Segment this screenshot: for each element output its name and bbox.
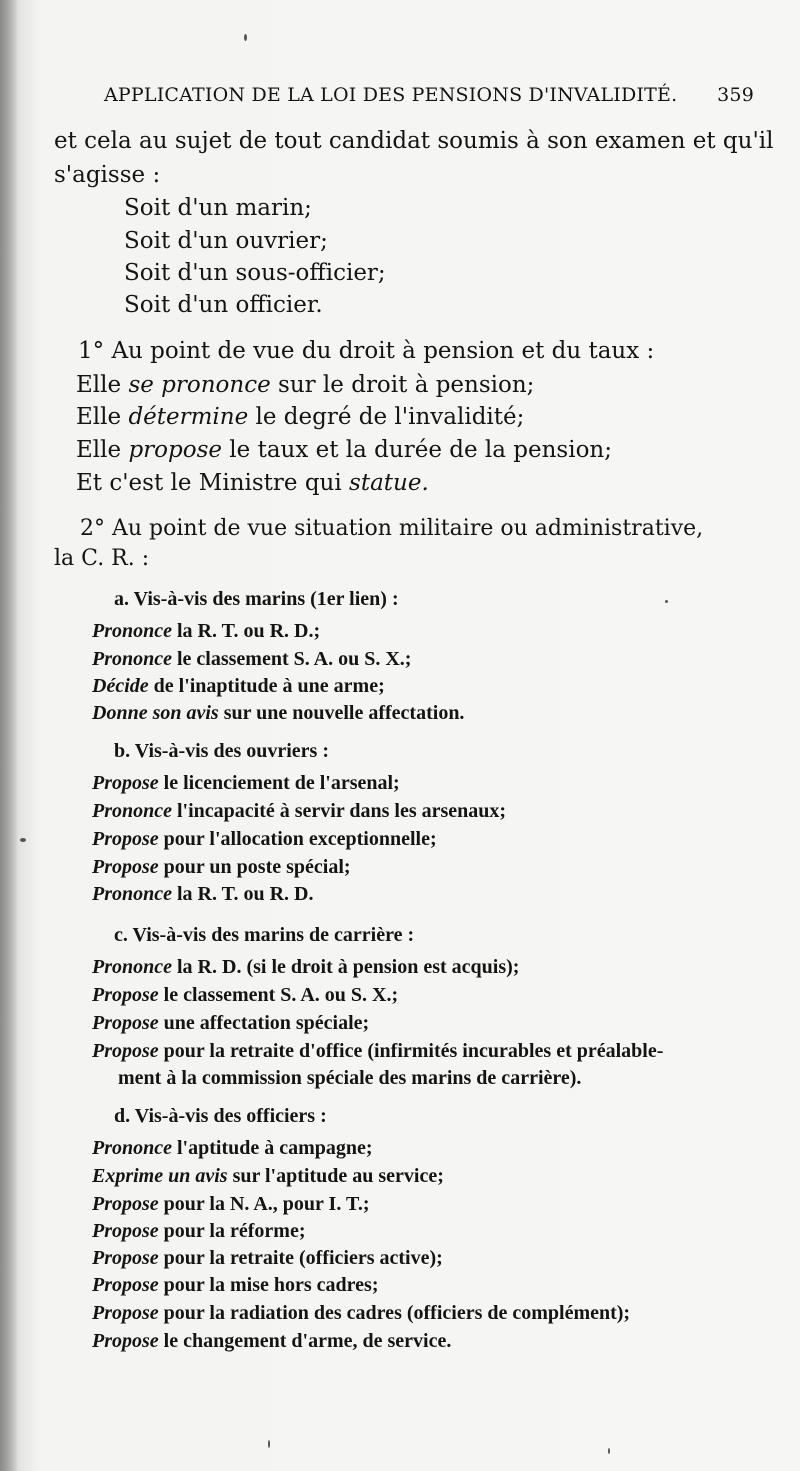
section-2-heading: 2° Au point de vue situation militaire ou administrative, — [80, 516, 704, 541]
section-1-heading: 1° Au point de vue du droit à pension et du taux : — [78, 338, 655, 364]
sub-b-heading: b. Vis-à-vis des ouvriers : — [114, 740, 329, 762]
running-header — [104, 84, 754, 110]
sub-b-item: Propose pour un poste spécial; — [92, 856, 351, 878]
page-number: 359 — [717, 84, 754, 106]
sub-a-item: Donne son avis sur une nouvelle affectation. — [92, 702, 465, 724]
sub-b-item: Propose pour l'allocation exceptionnelle; — [92, 828, 437, 850]
sub-d-item: Propose pour la réforme; — [92, 1220, 306, 1242]
sub-d-item: Propose pour la retraite (officiers active); — [92, 1247, 443, 1269]
sub-c-continuation: ment à la commission spéciale des marins de carrière). — [118, 1067, 582, 1089]
sub-a-item: Décide de l'inaptitude à une arme; — [92, 675, 385, 697]
sub-d-item: Propose pour la N. A., pour I. T.; — [92, 1193, 370, 1215]
section-1-item: Elle propose le taux et la durée de la pension; — [76, 437, 612, 463]
scan-speck — [244, 34, 247, 41]
sub-b-item: Propose le licenciement de l'arsenal; — [92, 772, 400, 794]
sub-d-item: Propose le changement d'arme, de service. — [92, 1330, 452, 1352]
header-title: APPLICATION DE LA LOI DES PENSIONS D'INVALIDITÉ. — [104, 84, 678, 106]
section-2-heading-cont: la C. R. : — [54, 546, 150, 571]
scan-speck — [268, 1440, 270, 1448]
soit-item: Soit d'un marin; — [124, 195, 312, 221]
sub-d-item: Prononce l'aptitude à campagne; — [92, 1137, 373, 1159]
sub-a-heading: a. Vis-à-vis des marins (1er lien) : — [114, 588, 399, 610]
intro-line-2: s'agisse : — [54, 162, 161, 188]
sub-c-heading: c. Vis-à-vis des marins de carrière : — [114, 924, 415, 946]
sub-b-item: Prononce l'incapacité à servir dans les arsenaux; — [92, 800, 507, 822]
binding-shadow — [0, 0, 18, 1471]
scan-speck — [608, 1448, 610, 1454]
sub-a-item: Prononce le classement S. A. ou S. X.; — [92, 648, 412, 670]
sub-d-item: Propose pour la mise hors cadres; — [92, 1274, 379, 1296]
soit-item: Soit d'un sous-officier; — [124, 260, 386, 286]
section-1-item: Elle se prononce sur le droit à pension; — [76, 372, 535, 398]
sub-c-item: Propose pour la retraite d'office (infirmités incurables et préalable- — [92, 1040, 664, 1062]
scan-speck — [20, 838, 26, 842]
sub-c-item: Propose une affectation spéciale; — [92, 1012, 370, 1034]
sub-d-item: Exprime un avis sur l'aptitude au service; — [92, 1165, 444, 1187]
section-1-item: Elle détermine le degré de l'invalidité; — [76, 404, 525, 430]
sub-d-heading: d. Vis-à-vis des officiers : — [114, 1105, 327, 1127]
section-1-item: Et c'est le Ministre qui statue. — [76, 470, 429, 496]
sub-b-item: Prononce la R. T. ou R. D. — [92, 883, 314, 905]
intro-line-1: et cela au sujet de tout candidat soumis à son examen et qu'il — [54, 128, 774, 154]
sub-c-item: Prononce la R. D. (si le droit à pension est acquis); — [92, 956, 520, 978]
sub-c-item: Propose le classement S. A. ou S. X.; — [92, 984, 399, 1006]
sub-d-item: Propose pour la radiation des cadres (officiers de complément); — [92, 1302, 631, 1324]
soit-item: Soit d'un ouvrier; — [124, 228, 328, 254]
sub-a-item: Prononce la R. T. ou R. D.; — [92, 620, 321, 642]
scan-speck — [665, 600, 668, 603]
soit-item: Soit d'un officier. — [124, 292, 323, 318]
